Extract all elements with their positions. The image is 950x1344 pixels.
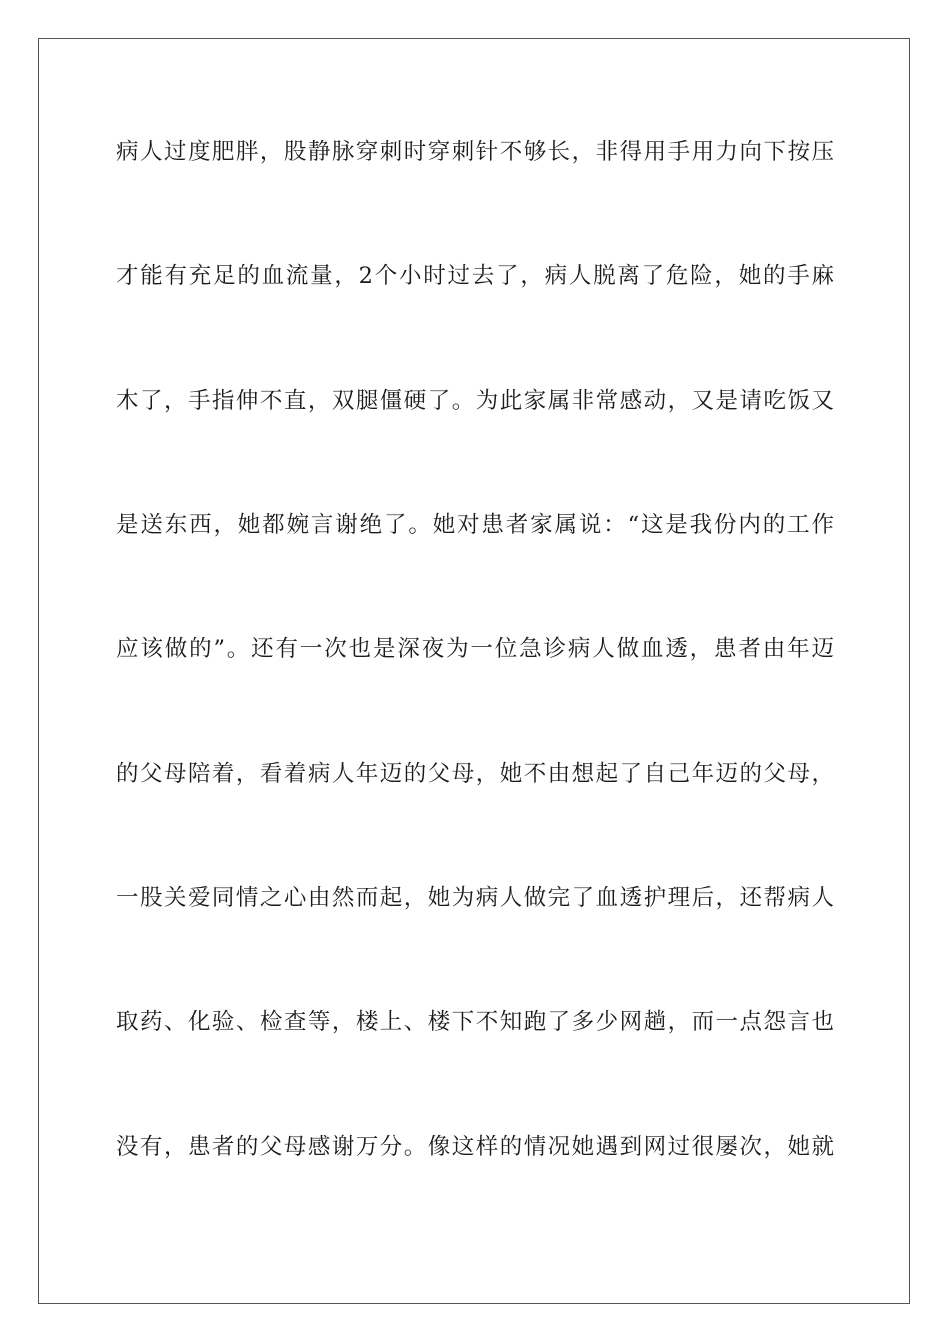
text-line-2: 才能有充足的血流量，2个小时过去了，病人脱离了危险，她的手麻	[116, 263, 834, 289]
page-border	[38, 38, 910, 1304]
text-line-7: 一股关爱同情之心由然而起，她为病人做完了血透护理后，还帮病人	[116, 885, 834, 911]
text-line-3: 木了，手指伸不直，双腿僵硬了。为此家属非常感动，又是请吃饭又	[116, 388, 834, 414]
text-line-6: 的父母陪着，看着病人年迈的父母，她不由想起了自己年迈的父母，	[116, 761, 834, 787]
text-line-4: 是送东西，她都婉言谢绝了。她对患者家属说：“这是我份内的工作	[116, 512, 834, 538]
text-line-5: 应该做的”。还有一次也是深夜为一位急诊病人做血透，患者由年迈	[116, 636, 834, 662]
text-line-1: 病人过度肥胖，股静脉穿刺时穿刺针不够长，非得用手用力向下按压	[116, 139, 834, 165]
text-line-9: 没有，患者的父母感谢万分。像这样的情况她遇到网过很屡次，她就	[116, 1134, 834, 1160]
text-line-8: 取药、化验、检查等，楼上、楼下不知跑了多少网趟，而一点怨言也	[116, 1009, 834, 1035]
